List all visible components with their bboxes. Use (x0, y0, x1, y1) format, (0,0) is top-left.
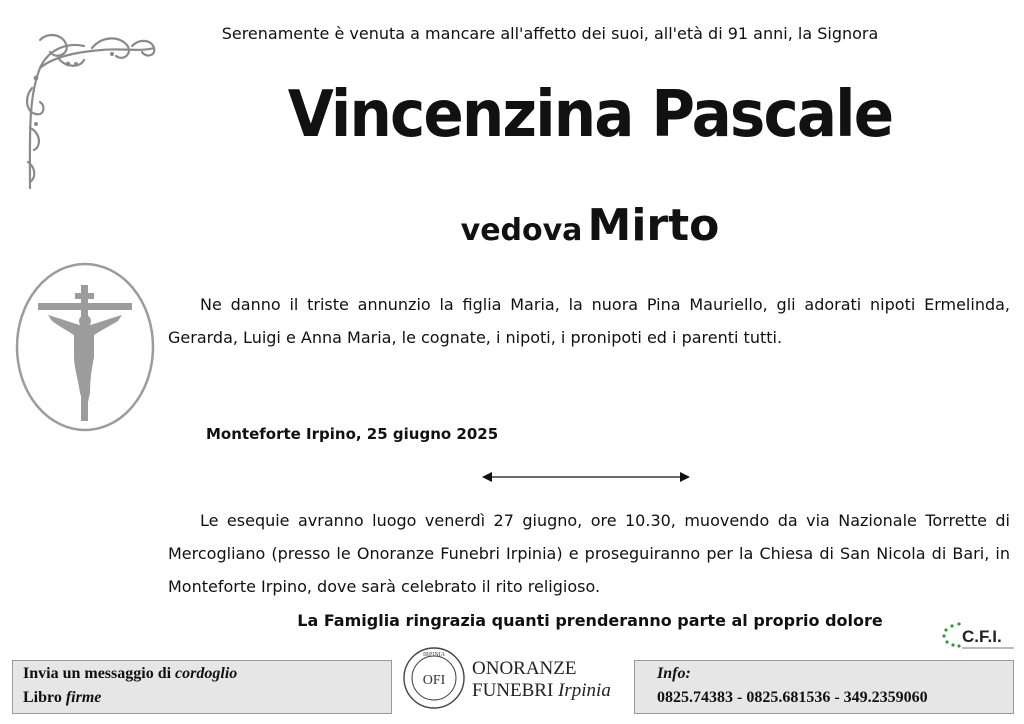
place-date: Monteforte Irpino, 25 giugno 2025 (206, 425, 499, 443)
condolence-text: Invia un messaggio di (23, 665, 176, 682)
funeral-home-emblem (402, 646, 466, 710)
condolence-word: cordoglio (175, 665, 238, 682)
widow-prefix: vedova (460, 213, 583, 248)
intro-text: Serenamente è venuta a mancare all'affetto dei suoi, all'età di 91 anni, la Signora (221, 24, 879, 43)
info-box (634, 660, 1014, 714)
widow-name: Mirto (587, 200, 720, 251)
logo-line1: ONORANZE (472, 658, 577, 679)
cfi-logo (940, 618, 1016, 652)
emblem-top-text: IRPINIA (423, 652, 445, 658)
crucifix-icon (14, 261, 156, 433)
widow-line (300, 200, 880, 251)
guestbook-link[interactable] (23, 689, 101, 707)
condolence-box[interactable] (12, 660, 392, 714)
double-arrow-divider (480, 470, 692, 484)
cfi-logo-text: C.F.I. (962, 627, 1002, 646)
logo-line2: FUNEBRI Irpinia (472, 680, 611, 701)
funeral-home-name (472, 658, 611, 702)
emblem-mark: OFI (422, 673, 446, 688)
info-label: Info: (657, 665, 691, 682)
condolence-link[interactable] (23, 665, 237, 683)
announcement-text: Ne danno il triste annunzio la figlia Maria, la nuora Pina Mauriello, gli adorati nipoti Ermelinda, Gerarda, Luigi e Anna Maria, le cognate, i nipoti, i pronipoti ed i parenti tutti. (168, 295, 1010, 347)
funeral-details: Le esequie avranno luogo venerdì 27 giugno, ore 10.30, muovendo da via Nazionale Torrette di Mercogliano (presso le Onoranze Funebri Irpinia) e proseguiranno per la Chiesa di San Nicola di Bari, in Monteforte Irpino, dove sarà celebrato il rito religioso. (168, 511, 1010, 596)
guestbook-word: firme (65, 689, 102, 706)
guestbook-text: Libro (23, 689, 66, 706)
family-thanks: La Famiglia ringrazia quanti prenderanno parte al proprio dolore (297, 611, 883, 630)
deceased-name: Vincenzina Pascale (287, 78, 893, 152)
corner-ornament (22, 28, 162, 198)
info-phones[interactable]: 0825.74383 - 0825.681536 - 349.2359060 (657, 689, 928, 706)
